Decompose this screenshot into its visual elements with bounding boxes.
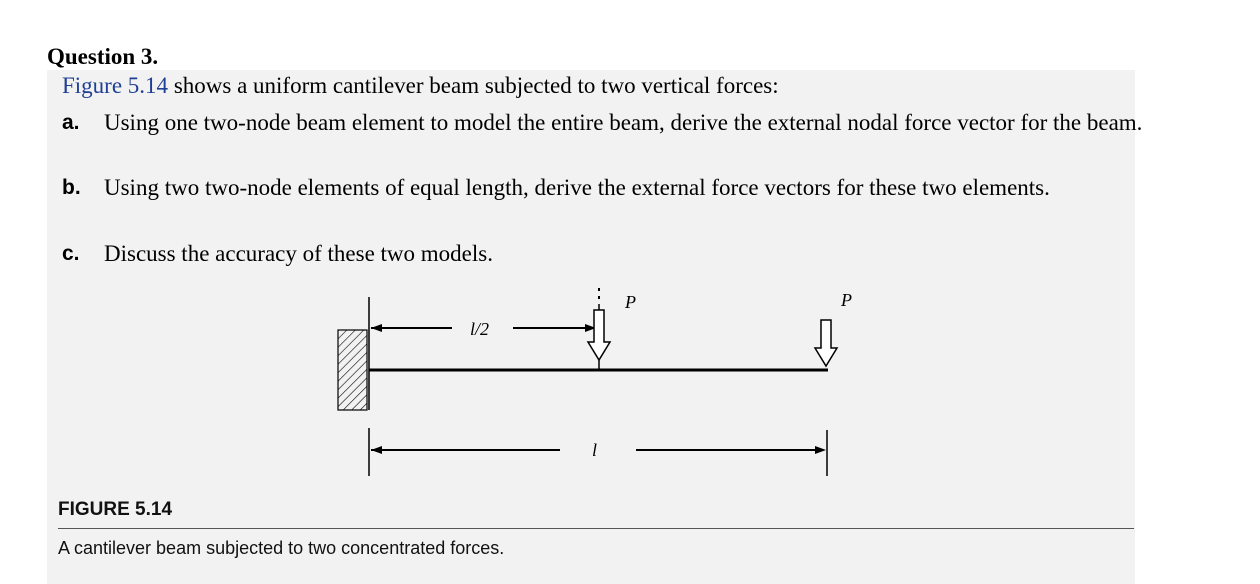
item-letter: a. xyxy=(62,111,80,134)
cantilever-beam-figure xyxy=(320,280,880,485)
item-letter: c. xyxy=(62,242,80,265)
length-arrowhead-left xyxy=(371,446,382,454)
figure-reference-link[interactable]: Figure 5.14 xyxy=(62,73,169,98)
fixed-support-hatch xyxy=(338,330,367,410)
item-text: Using two two-node elements of equal length, derive the external force vectors for these two elements. xyxy=(104,175,1050,200)
half-length-arrowhead-left xyxy=(371,324,382,332)
midspan-force-arrow xyxy=(588,310,610,360)
question-item-c xyxy=(62,238,1152,270)
item-text: Using one two-node beam element to model the entire beam, derive the external nodal force vector for the beam. xyxy=(104,110,1143,135)
length-arrowhead-right xyxy=(815,446,826,454)
question-intro-text: shows a uniform cantilever beam subjected to two vertical forces: xyxy=(168,73,779,98)
question-item-a xyxy=(62,107,1152,171)
caption-divider xyxy=(58,528,1134,529)
figure-caption: A cantilever beam subjected to two concentrated forces. xyxy=(58,538,505,558)
figure-number: FIGURE 5.14 xyxy=(58,499,173,520)
end-force-arrow xyxy=(815,320,837,366)
question-title: Question 3. xyxy=(47,44,159,69)
item-letter: b. xyxy=(62,176,81,199)
midspan-force-label: P xyxy=(625,292,636,312)
question-intro xyxy=(62,73,779,99)
half-length-label: l/2 xyxy=(470,319,490,339)
item-text: Discuss the accuracy of these two models. xyxy=(104,241,493,266)
end-force-label: P xyxy=(841,290,852,310)
question-item-b xyxy=(62,172,1152,236)
length-label: l xyxy=(592,440,598,460)
